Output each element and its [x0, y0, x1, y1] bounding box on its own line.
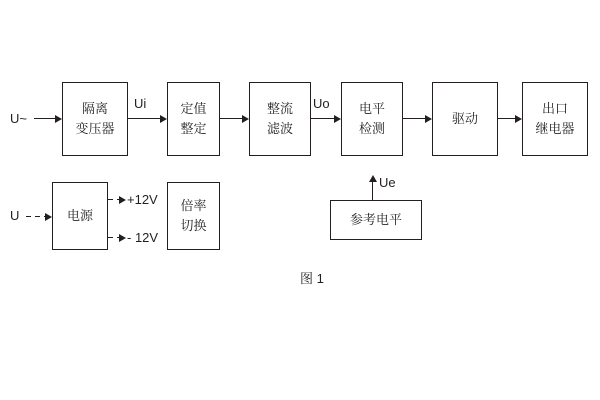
block-fixed-value-setting: [167, 82, 220, 156]
block-rectify-filter: [249, 82, 311, 156]
wire-setting-to-rectify: [220, 118, 242, 119]
figure-caption: 图 1: [300, 271, 324, 286]
arrowhead-isolation-to-setting: [160, 115, 167, 123]
block-isolation-transformer-line1: 隔离: [81, 101, 108, 116]
arrowhead-rectify-to-level: [334, 115, 341, 123]
label-input-dc: U: [10, 208, 20, 223]
block-level-detection-line1: 电平: [358, 101, 385, 116]
block-output-relay-line2: 继电器: [535, 121, 575, 136]
wire-reference-to-level: [372, 182, 373, 200]
wire-input-ac: [34, 118, 55, 119]
block-level-detection-line2: 检测: [358, 121, 385, 136]
block-output-relay-line1: 出口: [541, 101, 568, 116]
wire-drive-to-relay: [498, 118, 515, 119]
block-multiplier-switch: [167, 182, 220, 250]
block-reference-level-line1: 参考电平: [349, 212, 402, 227]
arrowhead-input-dc: [45, 213, 52, 221]
arrowhead-plus12v: [119, 196, 126, 204]
block-fixed-value-setting-line2: 整定: [180, 121, 207, 136]
arrowhead-level-to-drive: [425, 115, 432, 123]
block-drive-line1: 驱动: [451, 111, 478, 126]
label-minus12v: - 12V: [127, 230, 159, 245]
arrowhead-input-ac: [55, 115, 62, 123]
label-ue: Ue: [379, 175, 396, 190]
block-multiplier-switch-line1: 倍率: [180, 198, 207, 213]
wire-input-dc: [26, 216, 45, 217]
block-drive: [432, 82, 498, 156]
block-power-supply: [52, 182, 108, 250]
label-plus12v: +12V: [127, 192, 158, 207]
block-isolation-transformer-line2: 变压器: [75, 121, 115, 136]
wire-rectify-to-level: [311, 118, 334, 119]
arrowhead-minus12v: [119, 234, 126, 242]
block-reference-level: [330, 200, 422, 240]
block-rectify-filter-line1: 整流: [266, 101, 293, 116]
block-fixed-value-setting-line1: 定值: [180, 101, 207, 116]
block-rectify-filter-line2: 滤波: [266, 121, 293, 136]
block-power-supply-line1: 电源: [66, 208, 93, 223]
wire-isolation-to-setting: [128, 118, 160, 119]
block-level-detection: [341, 82, 403, 156]
label-uo: Uo: [313, 96, 330, 111]
block-output-relay: [522, 82, 588, 156]
arrowhead-reference-to-level: [369, 175, 377, 182]
block-isolation-transformer: [62, 82, 128, 156]
label-input-ac: U~: [10, 111, 27, 126]
wire-minus12v: [108, 237, 119, 238]
label-ui: Ui: [134, 96, 147, 111]
wire-level-to-drive: [403, 118, 425, 119]
arrowhead-setting-to-rectify: [242, 115, 249, 123]
arrowhead-drive-to-relay: [515, 115, 522, 123]
block-multiplier-switch-line2: 切换: [180, 218, 207, 233]
wire-plus12v: [108, 199, 119, 200]
